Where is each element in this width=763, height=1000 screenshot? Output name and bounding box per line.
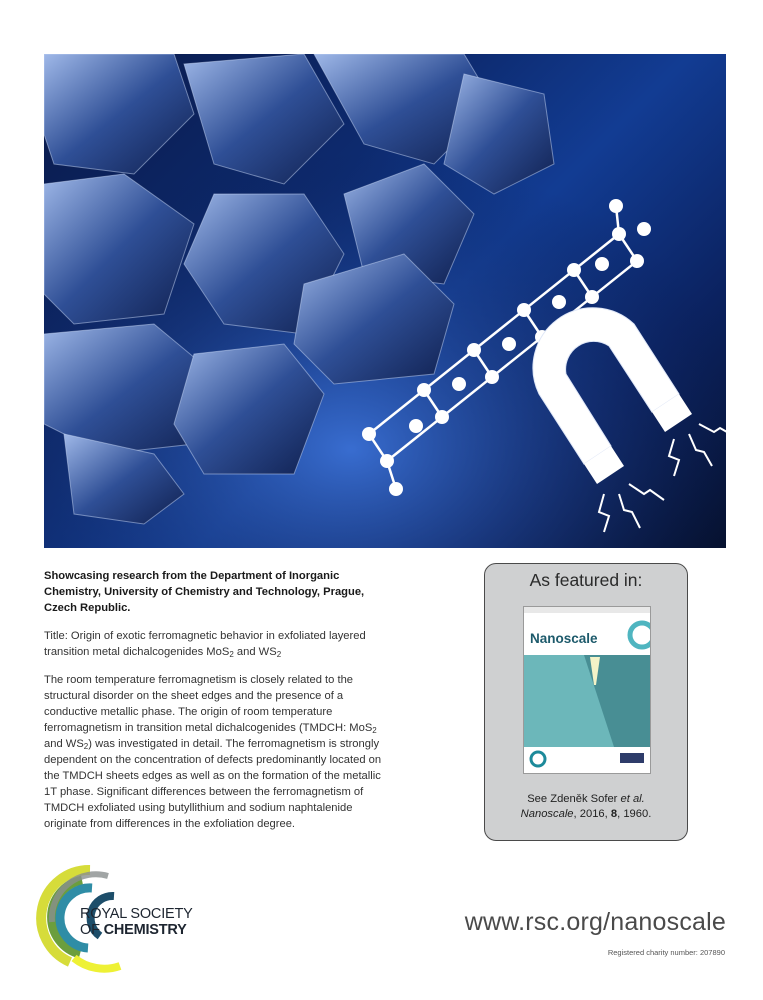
rsc-logo-text [80,906,193,938]
article-title [44,628,389,660]
abstract-part-2: and WS [44,738,84,750]
citation-author: See Zdeněk Sofer [527,793,621,805]
citation-journal: Nanoscale [520,808,574,820]
cover-journal-title: Nanoscale [530,631,598,646]
citation-etal: et al. [620,793,645,805]
title-sub-1: 2 [229,650,234,659]
featured-heading: As featured in: [529,570,643,590]
title-text-a: Title: Origin of exotic ferromagnetic behavior in exfoliated layered transition metal dichalcogenides MoS [44,630,366,658]
abstract-text [44,672,389,832]
featured-box [484,563,688,841]
logo-line-2-prefix: OF [80,922,104,938]
logo-line-2-bold: CHEMISTRY [103,922,187,938]
charity-number: Registered charity number: 207890 [607,948,725,957]
website-link[interactable]: www.rsc.org/nanoscale [464,908,726,936]
description-column [44,568,389,832]
title-text-b: and WS [233,646,277,658]
abstract-part-3: ) was investigated in detail. The ferromagnetism is strongly dependent on the concentration of defects predominantly located on the TMDCH sheets edges as well as on the formation of the metallic 1T phase. Significant differences between the ferromagnetism of TMDCH exfoliated using butyllithium and sodium naphtalenide originate from differences in the exfoliation degree. [44,738,382,830]
hero-image [44,54,726,548]
logo-line-2 [80,922,193,938]
logo-line-1: ROYAL SOCIETY [80,906,193,922]
title-sub-2: 2 [276,650,282,659]
abstract-sub-1: 2 [372,726,377,735]
hero-illustration [44,54,726,548]
citation-year: , 2016, [573,808,611,820]
abstract-sub-2: 2 [83,742,89,751]
citation-pages: , 1960. [617,808,652,820]
journal-cover[interactable] [523,606,651,774]
abstract-part-1: The room temperature ferromagnetism is closely related to the structural disorder on the sheet edges and the presence of a conductive metallic phase. The origin of room temperature ferromagnetism in transition metal dichalcogenides (TMDCH: MoS [44,674,373,734]
showcase-text: Showcasing research from the Department of Inorganic Chemistry, University of Chemistry and Technology, Prague, Czech Republic. [44,570,365,614]
citation-volume: 8 [610,808,618,820]
citation [485,792,687,822]
